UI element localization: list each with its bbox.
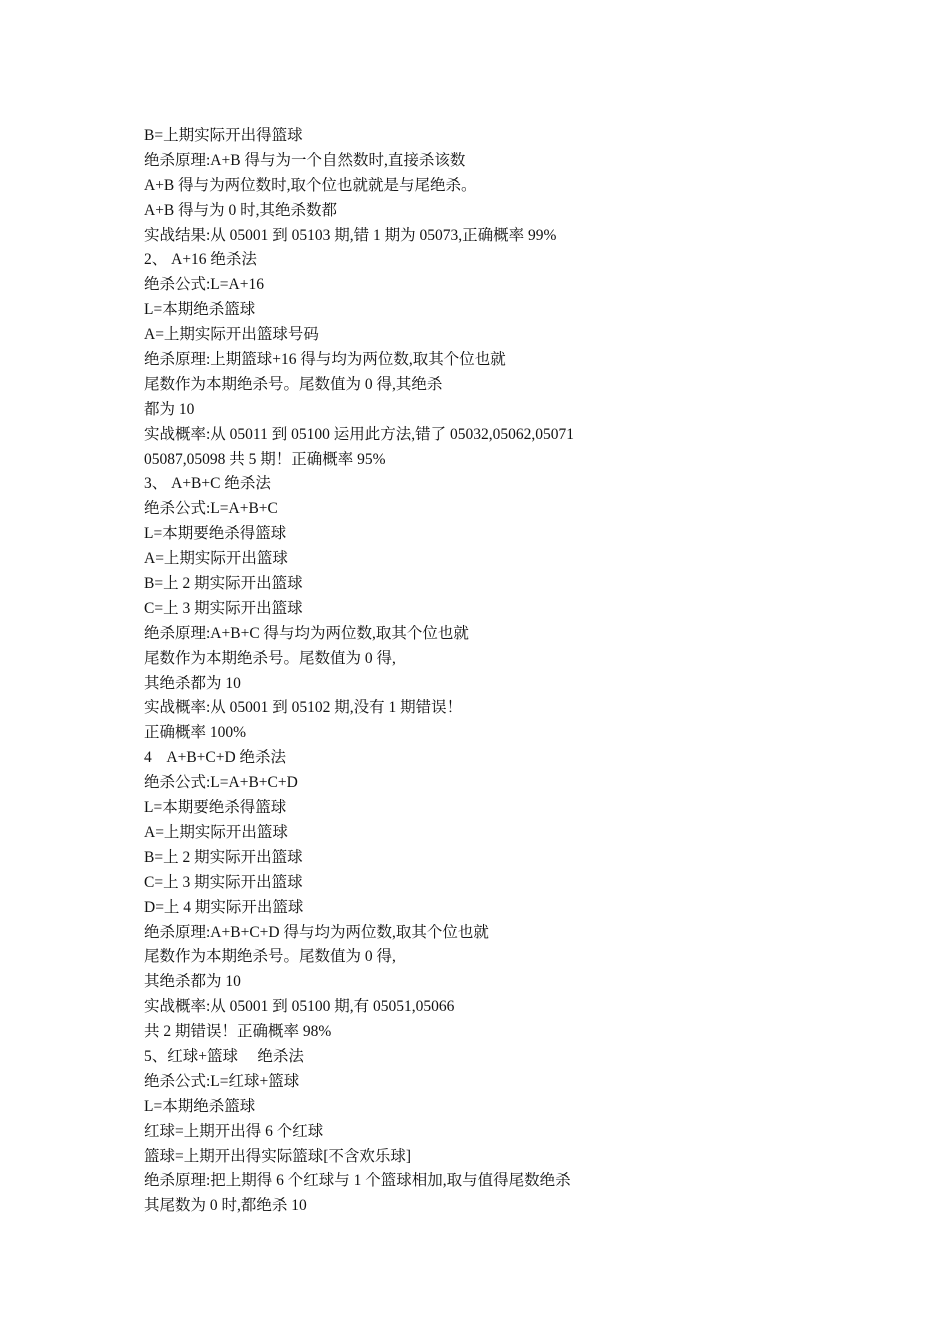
- section-heading: 3、 A+B+C 绝杀法: [144, 475, 271, 493]
- text-line: B=上 2 期实际开出篮球: [144, 575, 303, 593]
- text-line: L=本期绝杀篮球: [144, 1097, 256, 1115]
- section-heading: 5、红球+篮球 绝杀法: [144, 1047, 304, 1065]
- section-heading: 2、 A+16 绝杀法: [144, 251, 257, 269]
- text-line: 绝杀公式:L=A+B+C: [144, 500, 278, 518]
- text-line: 05087,05098 共 5 期！正确概率 95%: [144, 450, 386, 468]
- text-line: 实战结果:从 05001 到 05103 期,错 1 期为 05073,正确概率 99%: [144, 226, 557, 244]
- text-line: 尾数作为本期绝杀号。尾数值为 0 得,其绝杀: [144, 375, 443, 393]
- text-line: 红球=上期开出得 6 个红球: [144, 1122, 324, 1140]
- text-line: A=上期实际开出篮球: [144, 823, 288, 841]
- text-line: A=上期实际开出篮球号码: [144, 326, 319, 344]
- section-heading: 4 A+B+C+D 绝杀法: [144, 749, 287, 767]
- text-line: B=上 2 期实际开出篮球: [144, 848, 303, 866]
- text-line: 其尾数为 0 时,都绝杀 10: [144, 1197, 307, 1215]
- text-line: 绝杀公式:L=A+B+C+D: [144, 774, 298, 792]
- text-line: 绝杀原理:把上期得 6 个红球与 1 个篮球相加,取与值得尾数绝杀: [144, 1172, 571, 1190]
- text-line: 实战概率:从 05011 到 05100 运用此方法,错了 05032,05062,05071: [144, 425, 574, 443]
- text-line: C=上 3 期实际开出篮球: [144, 599, 303, 617]
- text-line: 绝杀原理:上期篮球+16 得与均为两位数,取其个位也就: [144, 351, 506, 369]
- text-line: 正确概率 100%: [144, 724, 247, 742]
- text-line: L=本期绝杀篮球: [144, 301, 256, 319]
- text-line: 篮球=上期开出得实际篮球[不含欢乐球]: [144, 1147, 412, 1165]
- text-line: L=本期要绝杀得篮球: [144, 799, 287, 817]
- text-line: 其绝杀都为 10: [144, 674, 241, 692]
- text-line: 实战概率:从 05001 到 05102 期,没有 1 期错误！: [144, 699, 463, 717]
- text-line: 绝杀公式:L=A+16: [144, 276, 264, 294]
- text-line: A=上期实际开出篮球: [144, 550, 288, 568]
- text-line: B=上期实际开出得篮球: [144, 127, 303, 144]
- text-line: 绝杀公式:L=红球+篮球: [144, 1072, 300, 1090]
- text-line: 共 2 期错误！正确概率 98%: [144, 1023, 332, 1041]
- document-body: [144, 124, 864, 1219]
- text-line: 绝杀原理:A+B+C+D 得与均为两位数,取其个位也就: [144, 923, 489, 941]
- text-line: 实战概率:从 05001 到 05100 期,有 05051,05066: [144, 998, 455, 1016]
- text-line: 其绝杀都为 10: [144, 973, 241, 991]
- text-line: A+B 得与为两位数时,取个位也就就是与尾绝杀。: [144, 176, 477, 194]
- text-line: A+B 得与为 0 时,其绝杀数都: [144, 201, 338, 219]
- text-line: 都为 10: [144, 400, 195, 418]
- text-line: 尾数作为本期绝杀号。尾数值为 0 得,: [144, 649, 396, 667]
- text-line: 尾数作为本期绝杀号。尾数值为 0 得,: [144, 948, 396, 966]
- text-line: C=上 3 期实际开出篮球: [144, 873, 303, 891]
- text-line: 绝杀原理:A+B+C 得与均为两位数,取其个位也就: [144, 624, 469, 642]
- text-line: D=上 4 期实际开出篮球: [144, 898, 304, 916]
- text-line: 绝杀原理:A+B 得与为一个自然数时,直接杀该数: [144, 151, 466, 169]
- text-line: L=本期要绝杀得篮球: [144, 525, 287, 543]
